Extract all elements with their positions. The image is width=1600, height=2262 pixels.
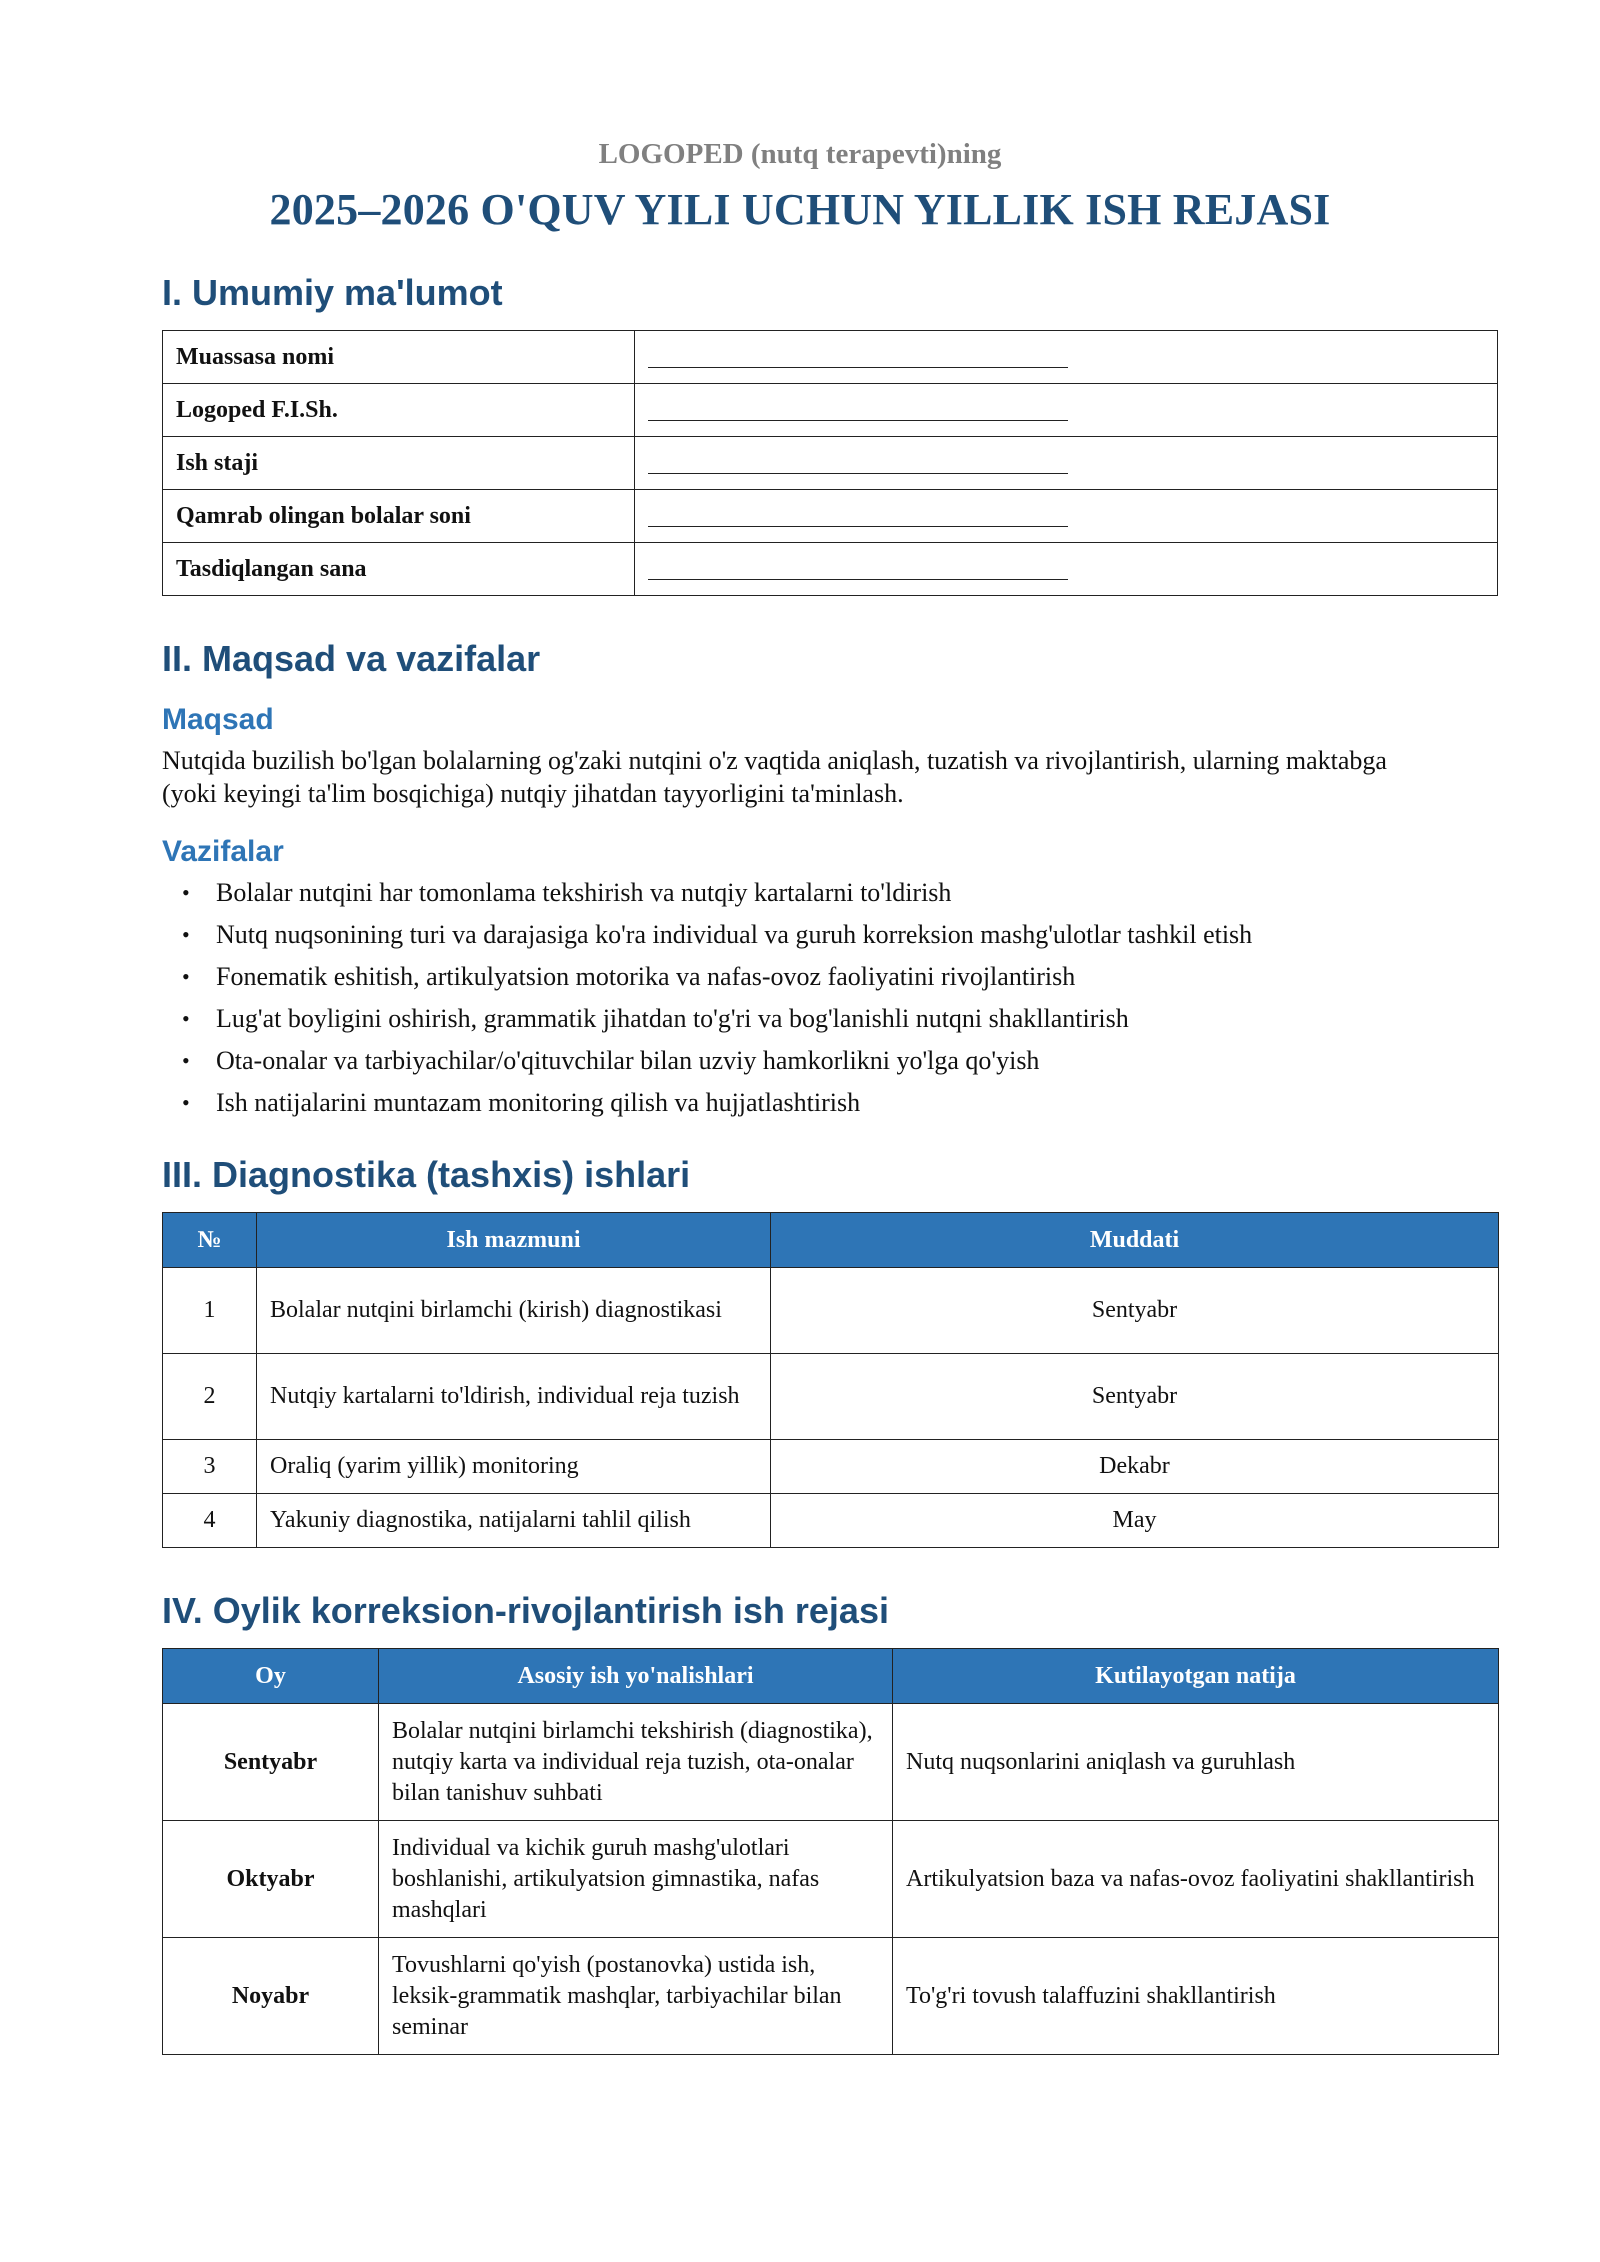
- info-label: Ish staji: [163, 437, 635, 490]
- bullet-icon: •: [182, 964, 190, 989]
- list-item: [162, 1082, 1438, 1124]
- directions-cell: Bolalar nutqini birlamchi tekshirish (diagnostika), nutqiy karta va individual reja tuzish, ota-onalar bilan tanishuv suhbati: [379, 1704, 893, 1821]
- info-value-field[interactable]: [635, 437, 1498, 490]
- table-row: [163, 1704, 1499, 1821]
- deadline: May: [771, 1494, 1499, 1548]
- section-heading-monthly-plan: IV. Oylik korreksion-rivojlantirish ish rejasi: [162, 1590, 889, 1631]
- month-cell: Oktyabr: [163, 1821, 379, 1938]
- column-header: Ish mazmuni: [257, 1213, 771, 1268]
- result-cell: To'g'ri tovush talaffuzini shakllantirish: [893, 1938, 1499, 2055]
- work-content: Nutqiy kartalarni to'ldirish, individual reja tuzish: [257, 1354, 771, 1440]
- work-content: Bolalar nutqini birlamchi (kirish) diagnostikasi: [257, 1268, 771, 1354]
- info-label: Logoped F.I.Sh.: [163, 384, 635, 437]
- row-number: 3: [163, 1440, 257, 1494]
- bullet-icon: •: [182, 1048, 190, 1073]
- column-header: Kutilayotgan natija: [893, 1649, 1499, 1704]
- work-content: Yakuniy diagnostika, natijalarni tahlil qilish: [257, 1494, 771, 1548]
- document-subtitle: LOGOPED (nutq terapevti)ning: [598, 138, 1002, 170]
- section-heading-general-info: I. Umumiy ma'lumot: [162, 272, 503, 313]
- row-number: 1: [163, 1268, 257, 1354]
- list-item: [162, 998, 1438, 1040]
- task-text: Ota-onalar va tarbiyachilar/o'qituvchilar bilan uzviy hamkorlikni yo'lga qo'yish: [216, 1046, 1040, 1075]
- table-row: [163, 1268, 1499, 1354]
- section-heading-goals: II. Maqsad va vazifalar: [162, 638, 541, 679]
- info-value-field[interactable]: [635, 331, 1498, 384]
- blank-line: [648, 561, 1068, 580]
- general-info-table: [162, 330, 1498, 596]
- result-cell: Artikulyatsion baza va nafas-ovoz faoliyatini shakllantirish: [893, 1821, 1499, 1938]
- blank-line: [648, 508, 1068, 527]
- work-content: Oraliq (yarim yillik) monitoring: [257, 1440, 771, 1494]
- month-cell: Sentyabr: [163, 1704, 379, 1821]
- column-header: Asosiy ish yo'nalishlari: [379, 1649, 893, 1704]
- table-row: [163, 1440, 1499, 1494]
- list-item: [162, 914, 1438, 956]
- month-cell: Noyabr: [163, 1938, 379, 2055]
- info-value-field[interactable]: [635, 543, 1498, 596]
- info-label: Tasdiqlangan sana: [163, 543, 635, 596]
- task-text: Lug'at boyligini oshirish, grammatik jihatdan to'g'ri va bog'lanishli nutqni shakllantirish: [216, 1004, 1129, 1033]
- row-number: 4: [163, 1494, 257, 1548]
- monthly-plan-table: [162, 1648, 1499, 2055]
- blank-line: [648, 402, 1068, 421]
- column-header: Muddati: [771, 1213, 1499, 1268]
- info-label: Muassasa nomi: [163, 331, 635, 384]
- table-row: [163, 437, 1498, 490]
- blank-line: [648, 349, 1068, 368]
- table-row: [163, 1938, 1499, 2055]
- table-header-row: [163, 1649, 1499, 1704]
- task-text: Bolalar nutqini har tomonlama tekshirish va nutqiy kartalarni to'ldirish: [216, 878, 952, 907]
- bullet-icon: •: [182, 880, 190, 905]
- tasks-list: [162, 872, 1438, 1124]
- info-label: Qamrab olingan bolalar soni: [163, 490, 635, 543]
- result-cell: Nutq nuqsonlarini aniqlash va guruhlash: [893, 1704, 1499, 1821]
- table-row: [163, 331, 1498, 384]
- column-header: Oy: [163, 1649, 379, 1704]
- task-text: Nutq nuqsonining turi va darajasiga ko'ra individual va guruh korreksion mashg'ulotlar tashkil etish: [216, 920, 1253, 949]
- bullet-icon: •: [182, 1006, 190, 1031]
- bullet-icon: •: [182, 922, 190, 947]
- goal-paragraph: Nutqida buzilish bo'lgan bolalarning og'zaki nutqini o'z vaqtida aniqlash, tuzatish va rivojlantirish, ularning maktabga (yoki keyingi ta'lim bosqichiga) nutqiy jihatdan tayyorligini ta'minlash.: [162, 746, 1387, 808]
- directions-cell: Individual va kichik guruh mashg'ulotlari boshlanishi, artikulyatsion gimnastika, nafas mashqlari: [379, 1821, 893, 1938]
- list-item: [162, 956, 1438, 998]
- table-row: [163, 1821, 1499, 1938]
- table-row: [163, 1494, 1499, 1548]
- table-row: [163, 543, 1498, 596]
- list-item: [162, 1040, 1438, 1082]
- subheading-tasks: Vazifalar: [162, 835, 284, 868]
- row-number: 2: [163, 1354, 257, 1440]
- bullet-icon: •: [182, 1090, 190, 1115]
- column-header: №: [163, 1213, 257, 1268]
- diagnostics-table: [162, 1212, 1499, 1548]
- task-text: Ish natijalarini muntazam monitoring qilish va hujjatlashtirish: [216, 1088, 861, 1117]
- list-item: [162, 872, 1438, 914]
- table-row: [163, 384, 1498, 437]
- section-heading-diagnostics: III. Diagnostika (tashxis) ishlari: [162, 1154, 691, 1195]
- subheading-goal: Maqsad: [162, 703, 274, 736]
- blank-line: [648, 455, 1068, 474]
- deadline: Dekabr: [771, 1440, 1499, 1494]
- table-row: [163, 1354, 1499, 1440]
- info-value-field[interactable]: [635, 490, 1498, 543]
- table-header-row: [163, 1213, 1499, 1268]
- deadline: Sentyabr: [771, 1268, 1499, 1354]
- document-title: 2025–2026 O'QUV YILI UCHUN YILLIK ISH REJASI: [269, 185, 1331, 234]
- deadline: Sentyabr: [771, 1354, 1499, 1440]
- info-value-field[interactable]: [635, 384, 1498, 437]
- task-text: Fonematik eshitish, artikulyatsion motorika va nafas-ovoz faoliyatini rivojlantirish: [216, 962, 1076, 991]
- directions-cell: Tovushlarni qo'yish (postanovka) ustida ish, leksik-grammatik mashqlar, tarbiyachilar bilan seminar: [379, 1938, 893, 2055]
- table-row: [163, 490, 1498, 543]
